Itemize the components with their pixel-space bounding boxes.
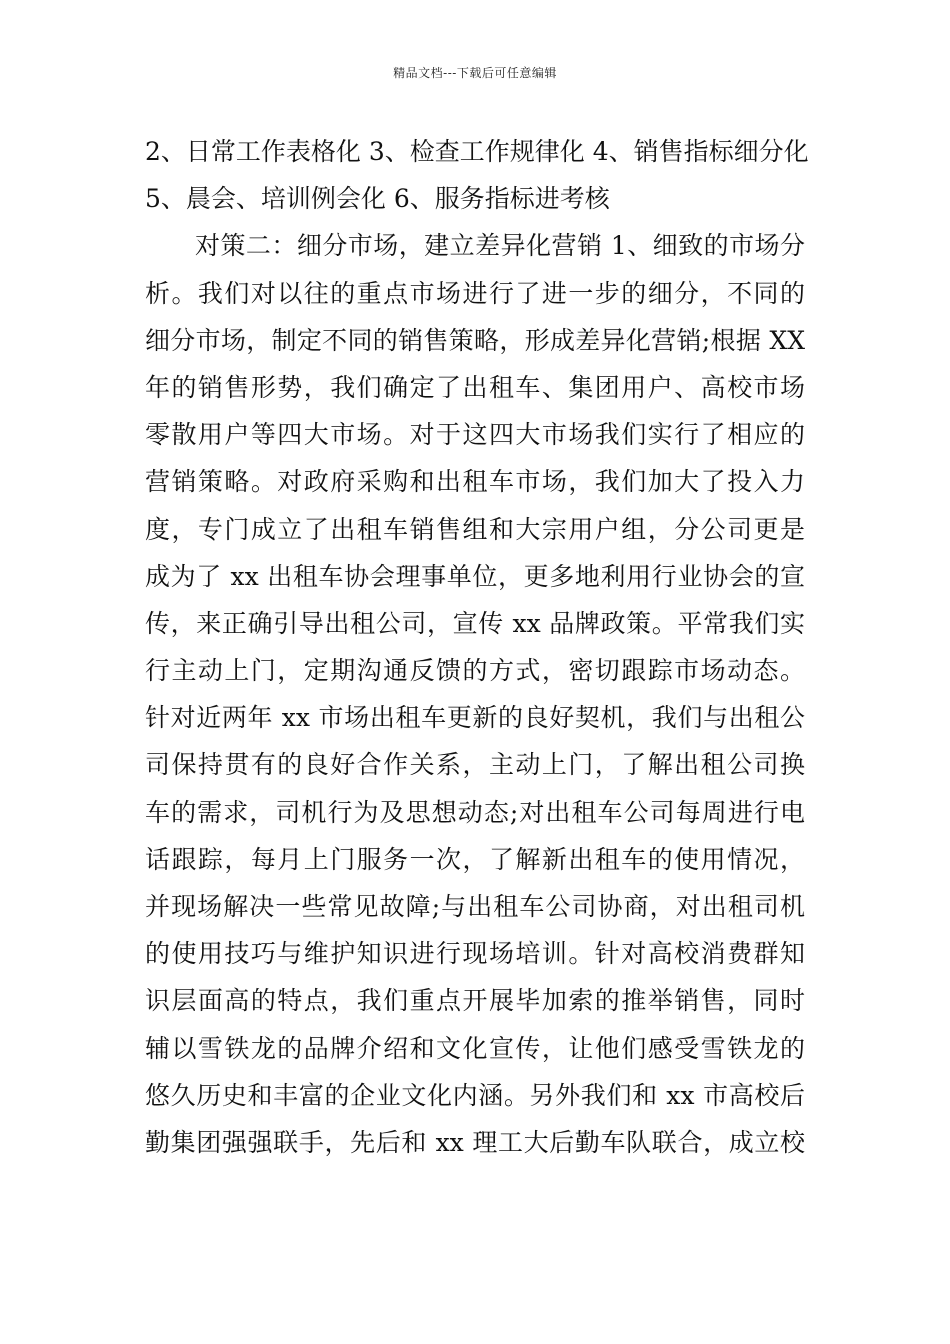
paragraph-start-line: 对策二：细分市场，建立差异化营销 1、细致的市场分 [195, 231, 805, 261]
text-line: 勤集团强强联手，先后和 xx 理工大后勤车队联合，成立校 [145, 1127, 805, 1157]
text-line: 零散用户等四大市场。对于这四大市场我们实行了相应的 [145, 420, 805, 450]
text-line: 成为了 xx 出租车协会理事单位，更多地利用行业协会的宣 [145, 561, 805, 591]
text-line: 并现场解决一些常见故障;与出租车公司协商，对出租司机 [145, 892, 805, 921]
text-line: 识层面高的特点，我们重点开展毕加索的推举销售，同时 [145, 986, 805, 1016]
text-line: 传，来正确引导出租公司，宣传 xx 品牌政策。平常我们实 [145, 608, 805, 638]
text-line: 针对近两年 xx 市场出租车更新的良好契机，我们与出租公 [145, 703, 805, 733]
text-line: 析。我们对以往的重点市场进行了进一步的细分，不同的 [145, 278, 805, 308]
document-body [145, 128, 809, 1166]
text-line: 车的需求，司机行为及思想动态;对出租车公司每周进行电 [145, 797, 805, 827]
text-line: 司保持贯有的良好合作关系，主动上门，了解出租公司换 [145, 750, 805, 780]
text-line: 细分市场，制定不同的销售策略，形成差异化营销;根据 XX [145, 325, 805, 355]
text-line: 悠久历史和丰富的企业文化内涵。另外我们和 xx 市高校后 [145, 1080, 805, 1110]
text-line: 辅以雪铁龙的品牌介绍和文化宣传，让他们感受雪铁龙的 [145, 1033, 805, 1063]
text-line: 的使用技巧与维护知识进行现场培训。针对高校消费群知 [145, 939, 805, 969]
text-line: 年的销售形势，我们确定了出租车、集团用户、高校市场 [145, 372, 805, 402]
text-line: 话跟踪，每月上门服务一次，了解新出租车的使用情况， [145, 844, 805, 874]
text-line: 行主动上门，定期沟通反馈的方式，密切跟踪市场动态。 [145, 656, 805, 686]
text-line: 营销策略。对政府采购和出租车市场，我们加大了投入力 [145, 467, 805, 497]
text-line: 5、晨会、培训例会化 6、服务指标进考核 [145, 184, 610, 214]
text-line: 度，专门成立了出租车销售组和大宗用户组，分公司更是 [145, 514, 805, 544]
page-header-watermark: 精品文档---下载后可任意编辑 [393, 66, 557, 80]
text-line: 2、日常工作表格化 3、检查工作规律化 4、销售指标细分化 [145, 137, 809, 166]
